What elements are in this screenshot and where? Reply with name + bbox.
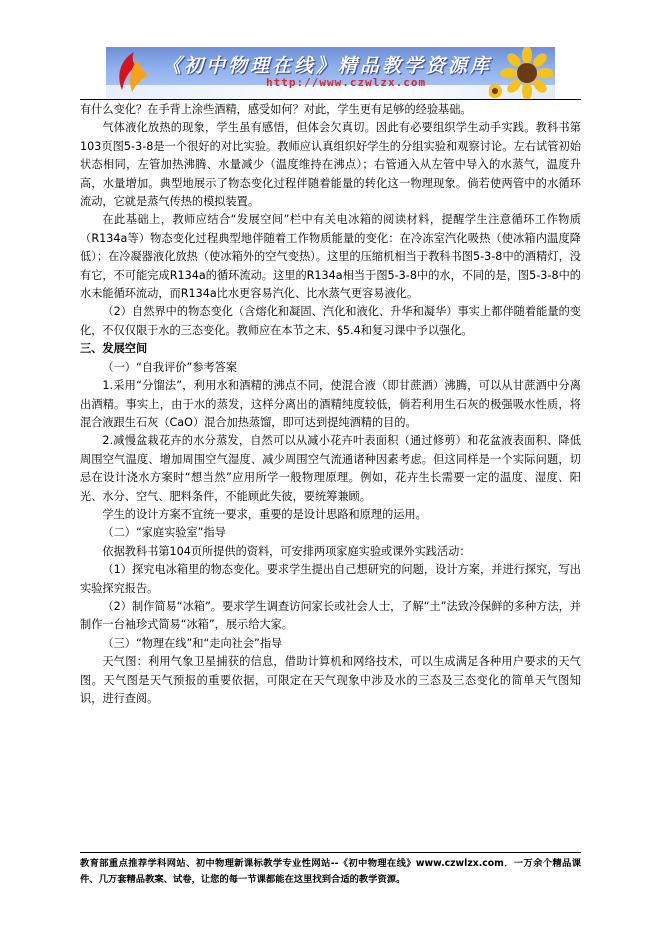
- document-body: [80, 101, 581, 708]
- banner-title: 《初中物理在线》精品教学资源库: [162, 55, 493, 77]
- subsection-heading: （二）“家庭实验室”指导: [102, 526, 226, 540]
- paragraph: 天气图：利用气象卫星捕获的信息，借助计算机和网络技术，可以生成满足各种用户要求的天气图。天气图是天气预报的重要依据，可限定在天气现象中涉及水的三态及三态变化的简单天气图知识，进行查阅。: [80, 655, 581, 705]
- paragraph: 2.减慢盆栽花卉的水分蒸发，自然可以从减小花卉叶表面积（通过修剪）和花盆液表面积、降低周围空气温度、增加周围空气湿度、减少周围空气流通诸种因素考虑。但这同样是一个实际问题，切忌在设计浇水方案时“想当然”应用所学一般物理原理。例如，花卉生长需要一定的温度、湿度、阳光、水分、空气、肥料条件，不能顾此失彼，要统筹兼顾。: [80, 434, 581, 503]
- site-logo-icon: [110, 50, 150, 96]
- header-rule: [80, 99, 581, 100]
- paragraph: （2）制作简易“冰箱”。要求学生调查访问家长或社会人士，了解“土”法致冷保鲜的多种方法，并制作一台袖珍式简易“冰箱”，展示给大家。: [80, 599, 581, 632]
- paragraph: 学生的设计方案不宜统一要求，重要的是设计思路和原理的运用。: [102, 507, 427, 521]
- paragraph: （2）自然界中的物态变化（含熔化和凝固、汽化和液化、升华和凝华）事实上都伴随着能量的变化，不仅仅限于水的三态变化。教师应在本节之末、§5.4和复习课中予以强化。: [80, 305, 581, 337]
- paragraph: （1）探究电冰箱里的物态变化。要求学生提出自己想研究的问题，设计方案，并进行探究，写出实验探究报告。: [80, 563, 581, 595]
- section-heading: 三、发展空间: [80, 342, 148, 356]
- footer-rule: [80, 852, 581, 853]
- banner-url: http://www.czwlzx.com: [266, 76, 427, 89]
- paragraph: 有什么变化？在手背上涂些酒精，感受如何？对此，学生更有足够的经验基础。: [80, 103, 472, 116]
- paragraph: 在此基础上，教师应结合“发展空间”栏中有关电冰箱的阅读材料，提醒学生注意循环工作物质（R134a等）物态变化过程典型地伴随着工作物质能量的变化：在冷冻室汽化吸热（使冰箱内温度降低）；在冷凝器液化放热（使冰箱外的空气变热）。这里的压缩机相当于教科书图5-3-8中的酒精灯，没有它，不可能完成R134a的循环流动。这里的R134a相当于图5-3-8中的水，不同的是，图5-3-8中的水未能循环流动，而R134a比水更容易汽化、比水蒸气更容易液化。: [80, 213, 581, 301]
- subsection-heading: （三）“物理在线”和“走向社会”指导: [102, 636, 283, 650]
- sunflower-icon: [489, 47, 553, 99]
- footer-text: 教育部重点推荐学科网站、初中物理新课标教学专业性网站--《初中物理在线》www.czwlzx.com．一万余个精品课件、几万套精品教案、试卷，让您的每一节课都能在这里找到合适的教学资源。: [80, 858, 581, 885]
- subsection-heading: （一）“自我评价”参考答案: [102, 360, 238, 374]
- header-banner: [106, 47, 555, 99]
- paragraph: 1.采用“分馏法”，利用水和酒精的沸点不同，使混合液（即甘蔗酒）沸腾，可以从甘蔗酒中分离出酒精。事实上，由于水的蒸发，这样分离出的酒精纯度较低，倘若利用生石灰的极强吸水性质，将混合液跟生石灰（CaO）混合加热蒸馏，即可达到提纯酒精的目的。: [80, 379, 581, 429]
- paragraph: 依据教科书第104页所提供的资料，可安排两项家庭实验或课外实践活动：: [102, 544, 471, 558]
- paragraph: 气体液化放热的现象，学生虽有感悟，但体会欠真切。因此有必要组织学生动手实践。教科书第103页图5-3-8是一个很好的对比实验。教师应认真组织好学生的分组实验和观察讨论。左右试管初始状态相同，左管加热沸腾、水量减少（温度维持在沸点）；右管通入从左管中导入的水蒸气，温度升高，水量增加。典型地展示了物态变化过程伴随着能量的转化这一物理现象。倘若使两管中的水循环流动，它就是蒸气传热的模拟装置。: [80, 121, 581, 209]
